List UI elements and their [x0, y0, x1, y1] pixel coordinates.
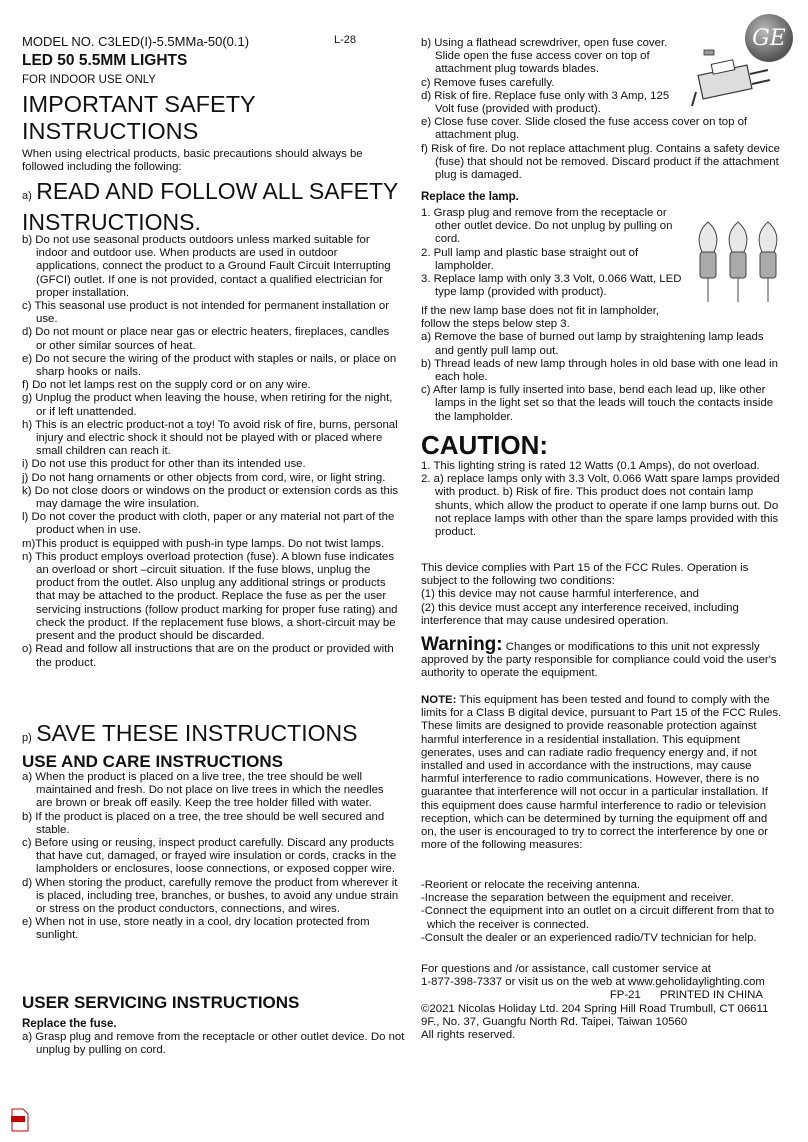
safety-item: b) Do not use seasonal products outdoors unless marked suitable for indoor and outdoor use. When products are used in outdoor applications, connect the product to a Ground Fault Circuit Interrupting (GFCI) outlet. If one is not provided, contact a qualified electrician for proper installation.: [22, 234, 391, 299]
safety-item: e) Do not secure the wiring of the product with staples or nails, or place on sharp hooks or nails.: [22, 352, 397, 379]
note-label: NOTE:: [421, 694, 457, 706]
lamp-base-section: [421, 305, 783, 424]
fuse-item: d) Risk of fire. Replace fuse only with 3 Amp, 125 Volt fuse (provided with product).: [421, 89, 670, 116]
indoor-note: FOR INDOOR USE ONLY: [22, 74, 156, 86]
fuse-list-continued: [421, 37, 783, 182]
safety-item: i) Do not use this product for other than its intended use.: [22, 458, 306, 471]
footer-print-line: [421, 989, 783, 1002]
pdf-icon: [10, 1108, 30, 1132]
note-text: This equipment has been tested and found to comply with the limits for a Class B digital device, pursuant to Part 15 of the FCC Rules. These limits are designed to provide reasonable protection against harmful interference in a residential installation. This equipment generates, uses and can radiate radio frequency energy and, if not installed and used in accordance with the instructions, may cause harmful interference to radio communications. However, there is no guarantee that interference will not occur in a particular installation. If this equipment does cause harmful interference to radio or television reception, which can be determined by turning the equipment off and on, the user is encouraged to try to correct the interference by one or more of the following measures:: [421, 694, 782, 852]
lamp-base-item: c) After lamp is fully inserted into base, bend each lead up, like other lamps in the light set so that the leads will touch the contacts inside the lampholder.: [421, 384, 774, 423]
fuse-item: a) Grasp plug and remove from the receptacle or other outlet device. Do not unplug by pulling on cord.: [22, 1031, 405, 1057]
fcc-measure: -Increase the separation between the equipment and receiver.: [421, 892, 734, 905]
fuse-item: b) Using a flathead screwdriver, open fuse cover. Slide open the fuse access cover on top of attachment plug towards blades.: [421, 37, 668, 76]
footer-address: 9F., No. 37, Guangfu North Rd. Taipei, Taiwan 10560: [421, 1015, 688, 1028]
fcc-compliance: This device complies with Part 15 of the FCC Rules. Operation is subject to the following two conditions:: [421, 562, 749, 588]
lamp-base-item: a) Remove the base of burned out lamp by straightening lamp leads and gently pull lamp out.: [421, 331, 764, 357]
footer-questions: For questions and /or assistance, call customer service at: [421, 963, 711, 975]
safety-item: c) This seasonal use product is not intended for permanent installation or use.: [22, 300, 390, 326]
safety-item: d) Do not mount or place near gas or electric heaters, fireplaces, candles or other similar sources of heat.: [22, 326, 390, 352]
fcc-measure: -Reorient or relocate the receiving antenna.: [421, 879, 641, 891]
fcc-note: [421, 694, 783, 852]
fuse-item: c) Remove fuses carefully.: [421, 76, 555, 89]
lamp-item: 1. Grasp plug and remove from the receptacle or other outlet device. Do not unplug by pulling on cord.: [421, 207, 673, 246]
safety-item: g) Unplug the product when leaving the house, when retiring for the night, or if left unattended.: [22, 392, 393, 418]
use-care-item: a) When the product is placed on a live tree, the tree should be well maintained and fresh. Do not place on live trees in which the needles are brown or break off easily. Keep the tree holder filled with water.: [22, 771, 384, 810]
fcc-condition-1: (1) this device may not cause harmful interference, and: [421, 588, 699, 601]
use-care-item: d) When storing the product, carefully remove the product from wherever it is placed, including tree, branches, or bushes, to avoid any undue strain or stress on the product conductors, connections, and wires.: [22, 876, 399, 916]
footer: [421, 963, 783, 1042]
safety-item: o) Read and follow all instructions that are on the product or provided with the product.: [22, 643, 394, 669]
use-care-title: USE AND CARE INSTRUCTIONS: [22, 752, 283, 771]
lamp-base-intro: If the new lamp base does not fit in lampholder, follow the steps below step 3.: [421, 305, 660, 331]
warning-label: Warning:: [421, 634, 503, 655]
safety-a-prefix: a): [22, 190, 32, 202]
logo-text: GE: [752, 25, 786, 51]
replace-fuse-heading: Replace the fuse.: [22, 1018, 117, 1030]
use-care-list: [22, 771, 400, 943]
safety-item-a: [22, 178, 400, 239]
footer-copyright: ©2021 Nicolas Holiday Ltd. 204 Spring Hill Road Trumbull, CT 06611: [421, 1002, 769, 1015]
fuse-item: f) Risk of fire. Do not replace attachment plug. Contains a safety device (fuse) that should not be removed. Discard product if the attachment plug is damaged.: [421, 142, 780, 182]
caution-item: 2. a) replace lamps only with 3.3 Volt, 0.066 Watt spare lamps provided with product. b) Risk of fire. This product does not contain lamp shunts, which allow the product to operate if one lamp burns out. Do not replace lamps with other than the spare lamps provided with this product.: [421, 473, 780, 539]
fcc-warning: [421, 634, 783, 681]
model-number: MODEL NO. C3LED(I)-5.5MMa-50(0.1): [22, 34, 250, 49]
use-care-item: c) Before using or reusing, inspect product carefully. Discard any products that have cut, damaged, or frayed wire insulation or cords, cracks in the lampholders or enclosures, loose connections, or exposed copper wire.: [22, 837, 397, 876]
safety-item: m)This product is equipped with push-in type lamps. Do not twist lamps.: [22, 537, 385, 550]
safety-item: j) Do not hang ornaments or other objects from cord, wire, or light string.: [22, 471, 386, 484]
caution-list: [421, 460, 783, 539]
printed-in: PRINTED IN CHINA: [659, 989, 763, 1002]
page-code: L-28: [334, 34, 357, 46]
safety-item: l) Do not cover the product with cloth, paper or any material not part of the product when in use.: [22, 511, 395, 537]
safety-item: h) This is an electric product-not a toy! To avoid risk of fire, burns, personal injury and electric shock it should not be played with or placed where small children can reach it.: [22, 418, 398, 458]
caution-title: CAUTION:: [421, 430, 549, 460]
lamp-item: 3. Replace lamp with only 3.3 Volt, 0.066 Watt, LED type lamp (provided with product).: [421, 273, 682, 299]
fcc-measures: [421, 879, 783, 945]
lamp-list: [421, 207, 686, 299]
use-care-item: e) When not in use, store neatly in a cool, dry location protected from sunlight.: [22, 916, 370, 942]
lamp-item: 2. Pull lamp and plastic base straight out of lampholder.: [421, 246, 639, 272]
safety-title: IMPORTANT SAFETY INSTRUCTIONS: [22, 91, 256, 144]
safety-p-prefix: p): [22, 732, 32, 744]
safety-intro: When using electrical products, basic precautions should always be followed including the following:: [22, 148, 363, 174]
fcc-measure: -Connect the equipment into an outlet on a circuit different from that to which the receiver is connected.: [421, 905, 775, 931]
warning-text: Changes or modifications to this unit not expressly approved by the party responsible for compliance could void the user's authority to operate the equipment.: [421, 641, 777, 680]
use-care-item: b) If the product is placed on a tree, the tree should be well secured and stable.: [22, 810, 385, 836]
replace-lamp-heading: Replace the lamp.: [421, 191, 519, 203]
lamp-base-item: b) Thread leads of new lamp through holes in old base with one lead in each hole.: [421, 357, 778, 384]
safety-item: f) Do not let lamps rest on the supply cord or on any wire.: [22, 379, 311, 392]
footer-contact: 1-877-398-7337 or visit us on the web at www.geholidaylighting.com: [421, 976, 765, 989]
product-title: LED 50 5.5MM LIGHTS: [22, 52, 188, 69]
lamp-replacement-illustration-icon: [690, 212, 790, 307]
fuse-item: e) Close fuse cover. Slide closed the fuse access cover on top of attachment plug.: [421, 116, 748, 142]
safety-item: k) Do not close doors or windows on the product or extension cords as this may damage the wire insulation.: [22, 484, 399, 511]
fcc-measure: -Consult the dealer or an experienced radio/TV technician for help.: [421, 931, 757, 944]
safety-a-text: READ AND FOLLOW ALL SAFETY INSTRUCTIONS.: [22, 178, 398, 235]
user-servicing-title: USER SERVICING INSTRUCTIONS: [22, 993, 300, 1012]
fp-code: FP-21: [609, 989, 641, 1002]
safety-p-text: SAVE THESE INSTRUCTIONS: [36, 720, 358, 746]
safety-list: [22, 234, 400, 670]
footer-rights: All rights reserved.: [421, 1029, 516, 1042]
fcc-section: [421, 562, 783, 628]
fcc-condition-2: (2) this device must accept any interference received, including interference that may cause undesired operation.: [421, 601, 739, 627]
safety-item: n) This product employs overload protection (fuse). A blown fuse indicates an overload or short –circuit situation. If the fuse blows, unplug the product from the outlet. Also unplug any additional strings or products that may be attached to the product. Replace the fuse as per the user servicing instructions (follow product marking for proper fuse rating) and check the product. If the replacement fuse blows, a short-circuit may be present and the product should be discarded.: [22, 550, 398, 643]
caution-item: 1. This lighting string is rated 12 Watts (0.1 Amps), do not overload.: [421, 460, 760, 472]
safety-item-p: [22, 720, 400, 751]
